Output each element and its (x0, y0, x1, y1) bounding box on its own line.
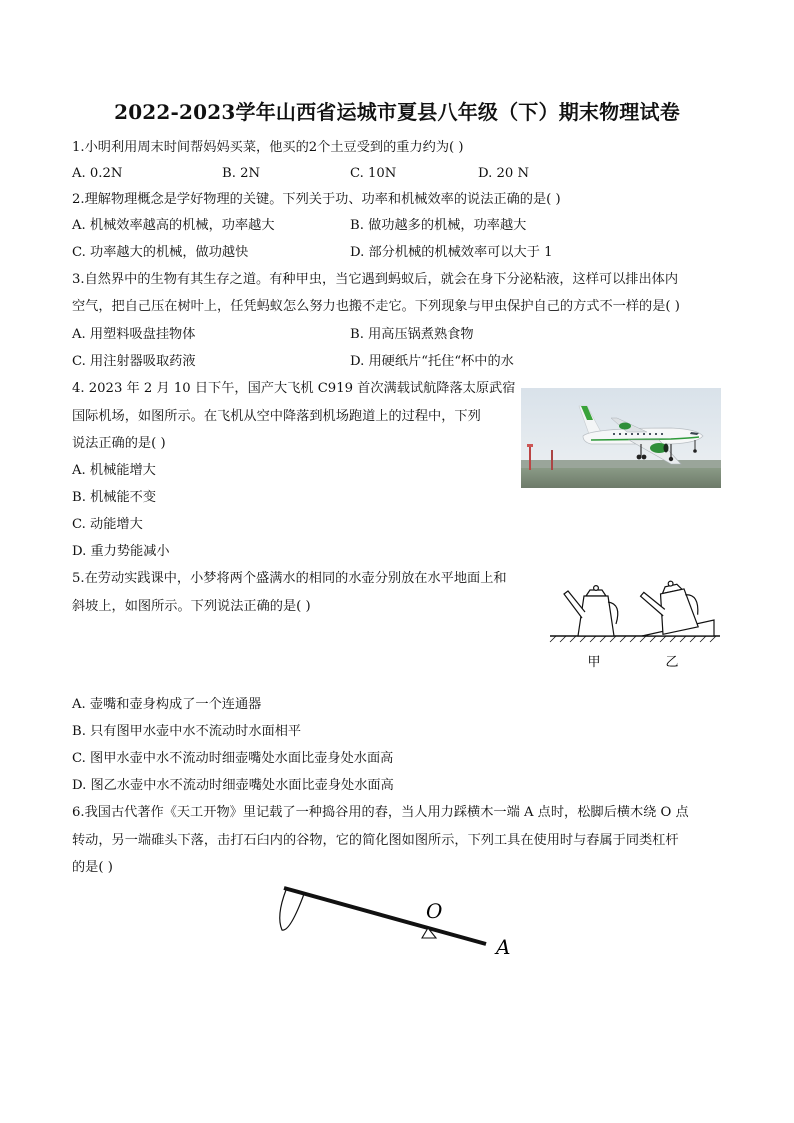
q1-option-b: B. 2N (222, 166, 261, 181)
q4-option-c: C. 动能增大 (72, 517, 143, 532)
q3-option-b: B. 用高压锅煮熟食物 (350, 327, 474, 342)
q3-stem-line-2: 空气，把自己压在树叶上，任凭蚂蚁怎么努力也搬不走它。下列现象与甲虫保护自己的方式不一样的是( ) (72, 299, 680, 314)
q2-option-d: D. 部分机械的机械效率可以大于 1 (350, 245, 553, 260)
q3-option-a: A. 用塑料吸盘挂物体 (72, 327, 196, 342)
q5-label-yi: 乙 (665, 655, 679, 670)
q5-option-a: A. 壶嘴和壶身构成了一个连通器 (72, 697, 262, 712)
q1-stem: 1.小明利用周末时间帮妈妈买菜，他买的2个土豆受到的重力约为( ) (72, 140, 464, 155)
q3-stem-line-1: 3.自然界中的生物有其生存之道。有种甲虫，当它遇到蚂蚁后，就会在身下分泌粘液，这样可以排出体内 (72, 272, 679, 287)
q4-stem-line-1: 4. 2023 年 2 月 10 日下午，国产大飞机 C919 首次满载试航降落太原武宿 (72, 381, 516, 396)
q3-option-d: D. 用硬纸片“托住“杯中的水 (350, 354, 514, 369)
q2-option-c: C. 功率越大的机械，做功越快 (72, 245, 249, 260)
q4-airplane-photo (521, 388, 721, 488)
q5-option-c: C. 图甲水壶中水不流动时细壶嘴处水面比壶身处水面高 (72, 751, 394, 766)
q1-option-c: C. 10N (350, 166, 397, 181)
q4-option-d: D. 重力势能减小 (72, 544, 170, 559)
q2-stem: 2.理解物理概念是学好物理的关键。下列关于功、功率和机械效率的说法正确的是( ) (72, 192, 561, 207)
q5-label-jia: 甲 (587, 655, 601, 670)
exam-title: 2022-2023学年山西省运城市夏县八年级（下）期末物理试卷 (114, 100, 680, 124)
q6-lever-figure (270, 880, 520, 960)
q1-option-d: D. 20 N (478, 166, 529, 181)
q6-stem-line-1: 6.我国古代著作《天工开物》里记载了一种捣谷用的舂，当人用力踩横木一端 A 点时，松脚后横木绕 O 点 (72, 805, 689, 820)
q3-option-c: C. 用注射器吸取药液 (72, 354, 196, 369)
q5-option-b: B. 只有图甲水壶中水不流动时水面相平 (72, 724, 302, 739)
q5-stem-line-2: 斜坡上，如图所示。下列说法正确的是( ) (72, 599, 311, 614)
q6-stem-line-3: 的是( ) (72, 860, 113, 875)
q2-option-a: A. 机械效率越高的机械，功率越大 (72, 218, 275, 233)
q4-stem-line-3: 说法正确的是( ) (72, 436, 166, 451)
q2-option-b: B. 做功越多的机械，功率越大 (350, 218, 527, 233)
q5-stem-line-1: 5.在劳动实践课中，小梦将两个盛满水的相同的水壶分别放在水平地面上和 (72, 571, 507, 586)
q4-stem-line-2: 国际机场，如图所示。在飞机从空中降落到机场跑道上的过程中，下列 (72, 409, 481, 424)
q6-label-a: A (496, 935, 511, 959)
q6-label-o: O (426, 899, 443, 923)
q4-option-a: A. 机械能增大 (72, 463, 156, 478)
q5-option-d: D. 图乙水壶中水不流动时细壶嘴处水面比壶身处水面高 (72, 778, 394, 793)
q4-option-b: B. 机械能不变 (72, 490, 157, 505)
q6-stem-line-2: 转动，另一端碓头下落，击打石臼内的谷物，它的简化图如图所示，下列工具在使用时与舂属于同类杠杆 (72, 833, 679, 848)
q5-kettles-figure (546, 578, 724, 674)
q1-option-a: A. 0.2N (72, 166, 123, 181)
